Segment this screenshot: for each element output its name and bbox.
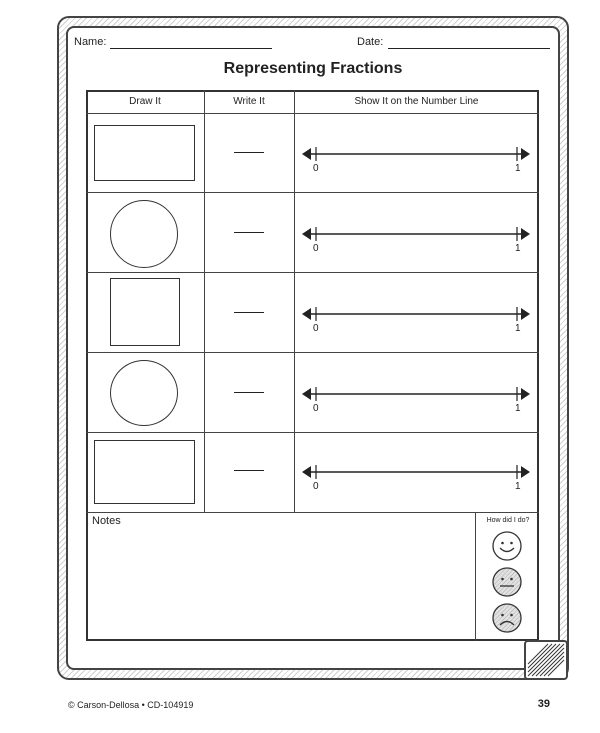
copyright-text: © Carson-Dellosa • CD-104919 xyxy=(68,700,194,710)
sad-face-icon[interactable] xyxy=(491,602,523,634)
number-line-start-label: 0 xyxy=(313,481,319,490)
corner-decoration xyxy=(524,640,568,680)
number-line-start-label: 0 xyxy=(313,323,319,332)
number-line-start-label: 0 xyxy=(313,163,319,172)
header-divider xyxy=(86,113,539,114)
fraction-blank[interactable] xyxy=(234,312,264,313)
notes-label: Notes xyxy=(92,515,121,527)
number-line-end-label: 1 xyxy=(515,243,521,252)
arrow-right-icon xyxy=(521,388,530,400)
number-line[interactable] xyxy=(302,222,532,252)
row-divider xyxy=(86,352,539,353)
column-header-number-line: Show It on the Number Line xyxy=(354,96,479,107)
number-line[interactable] xyxy=(302,460,532,490)
hatch-pattern-icon xyxy=(526,642,566,678)
column-header-draw-it: Draw It xyxy=(129,96,161,107)
row-divider xyxy=(86,432,539,433)
number-line-end-label: 1 xyxy=(515,403,521,412)
fraction-blank[interactable] xyxy=(234,470,264,471)
number-line-start-label: 0 xyxy=(313,243,319,252)
arrow-left-icon xyxy=(302,308,311,320)
arrow-right-icon xyxy=(521,466,530,478)
arrow-right-icon xyxy=(521,308,530,320)
row-divider xyxy=(86,192,539,193)
number-line[interactable] xyxy=(302,142,532,172)
arrow-left-icon xyxy=(302,228,311,240)
number-line-start-label: 0 xyxy=(313,403,319,412)
number-line-end-label: 1 xyxy=(515,481,521,490)
arrow-left-icon xyxy=(302,148,311,160)
date-field[interactable] xyxy=(388,48,550,49)
name-label: Name: xyxy=(74,36,107,48)
number-line[interactable] xyxy=(302,302,532,332)
rectangle-shape[interactable] xyxy=(94,125,195,181)
row-divider xyxy=(86,272,539,273)
smiley-face-icon[interactable] xyxy=(491,530,523,562)
circle-shape[interactable] xyxy=(110,360,178,426)
number-line-end-label: 1 xyxy=(515,323,521,332)
arrow-left-icon xyxy=(302,466,311,478)
name-field[interactable] xyxy=(110,48,272,49)
rectangle-shape[interactable] xyxy=(94,440,195,504)
column-divider xyxy=(204,90,205,512)
date-label: Date: xyxy=(357,36,384,48)
row-divider xyxy=(86,512,539,513)
square-shape[interactable] xyxy=(110,278,180,346)
arrow-right-icon xyxy=(521,148,530,160)
fraction-blank[interactable] xyxy=(234,232,264,233)
number-line[interactable] xyxy=(302,382,532,412)
arrow-left-icon xyxy=(302,388,311,400)
number-line-end-label: 1 xyxy=(515,163,521,172)
column-header-write-it: Write It xyxy=(233,96,265,107)
circle-shape[interactable] xyxy=(110,200,178,268)
page-number: 39 xyxy=(537,698,550,710)
fraction-blank[interactable] xyxy=(234,392,264,393)
neutral-face-icon[interactable] xyxy=(491,566,523,598)
column-divider xyxy=(294,90,295,512)
page-title: Representing Fractions xyxy=(223,60,403,77)
arrow-right-icon xyxy=(521,228,530,240)
self-assessment-label: How did I do? xyxy=(486,517,530,524)
fraction-blank[interactable] xyxy=(234,152,264,153)
